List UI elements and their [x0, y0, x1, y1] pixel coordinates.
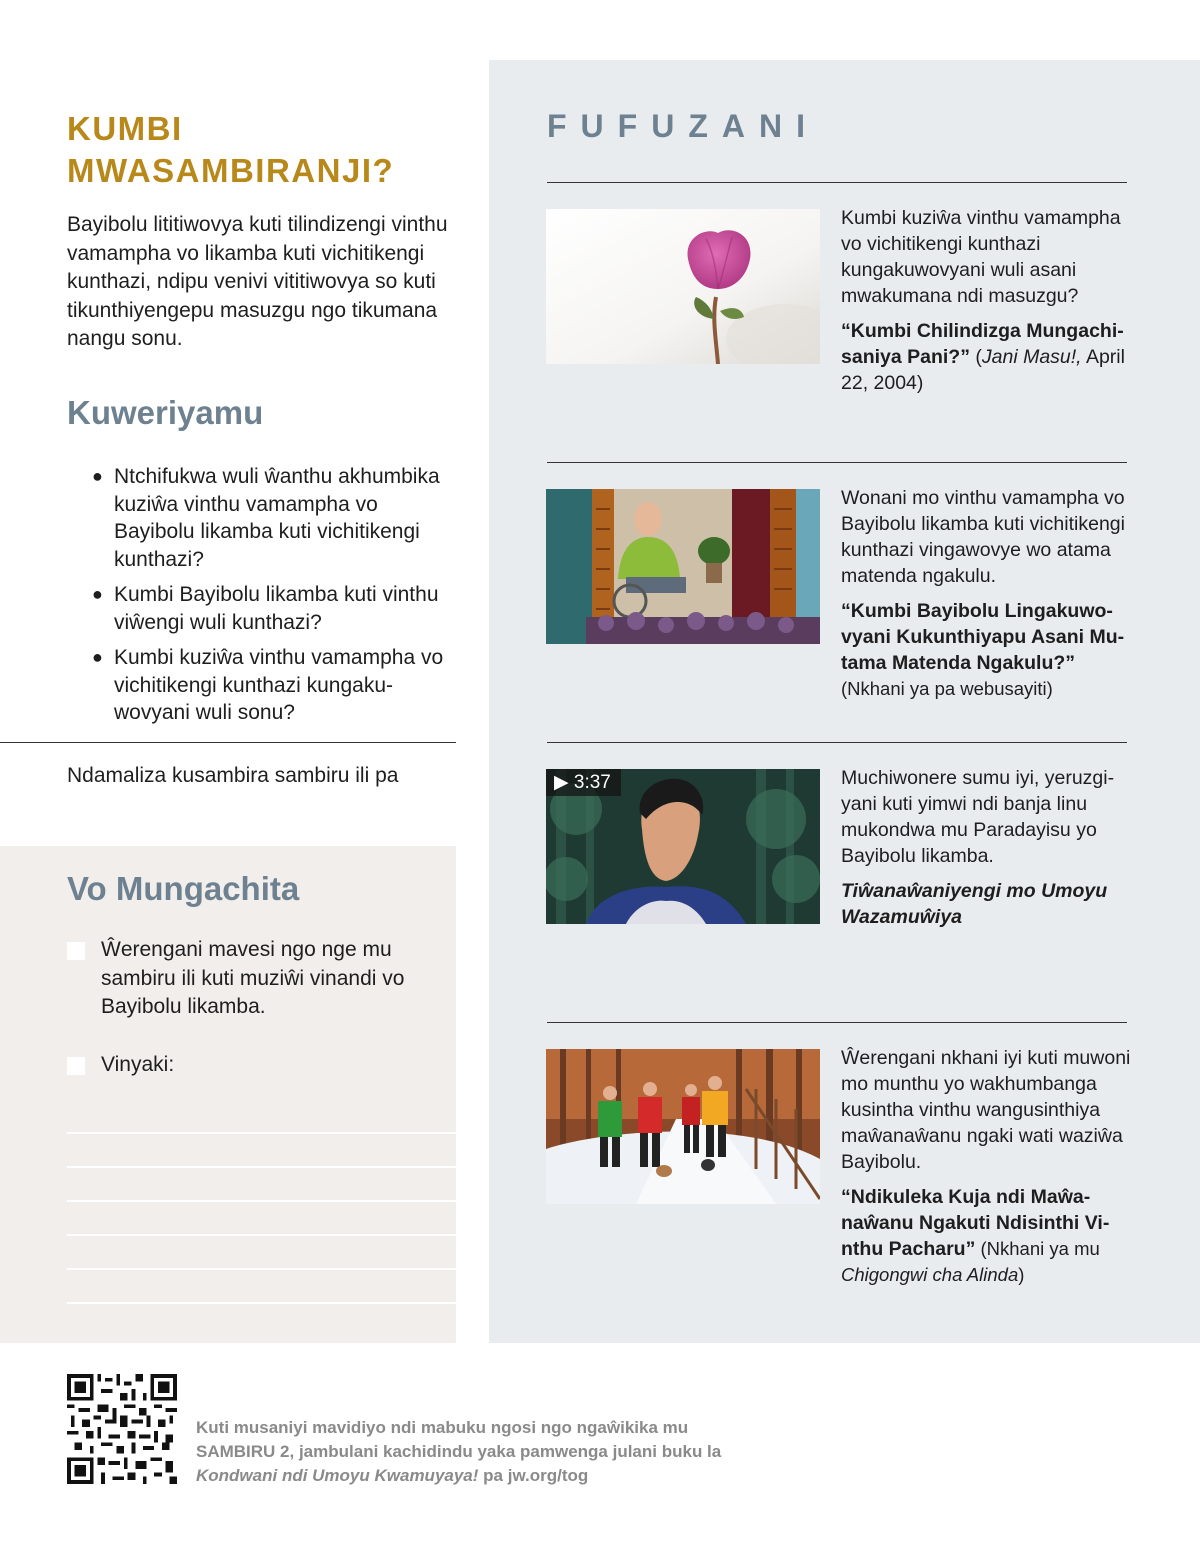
item-divider	[547, 1022, 1127, 1023]
review-heading: Kuweriyamu	[67, 394, 264, 431]
resource-description: Ŵerengani nkhani iyi kuti muwoni mo munthu yo wakhumbanga kusintha vinthu wangusinthiya maŵanaŵanu ngaki wati waziŵa Bayibolu.	[841, 1047, 1131, 1173]
resource-title[interactable]: Tiŵanaŵaniyengi mo Umoyu Wazamuŵiya	[841, 880, 1108, 928]
write-line[interactable]	[67, 1268, 456, 1270]
item-divider	[547, 462, 1127, 463]
completed-line: Ndamaliza kusambira sambiru ili pa	[67, 764, 399, 787]
write-line[interactable]	[67, 1132, 456, 1134]
resource-item	[841, 205, 1131, 396]
resource-item	[841, 1045, 1131, 1288]
bullet-icon: ●	[92, 647, 103, 667]
review-question: ● Kumbi Bayibolu likamba kuti vinthu viŵengi wuli kunthazi?	[92, 583, 439, 634]
resource-item	[841, 485, 1131, 702]
resource-reference[interactable]: “Kumbi Chilindizga Mungachisaniya Pani?” (Jani Masu!, April 22, 2004)	[841, 320, 1125, 394]
item-divider	[547, 742, 1127, 743]
item-divider	[547, 182, 1127, 183]
summary-title: KUMBI MWASAMBIRANJI?	[67, 110, 395, 189]
man-in-wheelchair-photo[interactable]	[546, 489, 820, 644]
resource-description: Muchiwonere sumu iyi, yeruzgiyani kuti yimwi ndi banja linu mukondwa mu Paradayisu yo Bayibolu likamba.	[841, 767, 1115, 867]
video-duration: ▶ 3:37	[546, 769, 621, 796]
resource-title[interactable]: “Kumbi Bayibolu Lingakuwovyani Kukunthiyapu Asani Mutama Matenda Ngakulu?”	[841, 600, 1125, 674]
resource-description: Kumbi kuziŵa vinthu vamampha vo vichitikengi kunthazi kungakuwovyani wuli asani mwakumana ndi masuzgu?	[841, 207, 1121, 307]
write-line[interactable]	[67, 1200, 456, 1202]
resource-reference[interactable]	[841, 598, 1131, 702]
bullet-icon: ●	[92, 466, 103, 486]
resource-description: Wonani mo vinthu vamampha vo Bayibolu likamba kuti vichitikengi kunthazi vingawovye wo atama matenda ngakulu.	[841, 487, 1125, 587]
resource-item	[841, 765, 1131, 930]
family-walking-in-snow-photo[interactable]	[546, 1049, 820, 1204]
checkbox[interactable]	[67, 1057, 85, 1075]
bullet-icon: ●	[92, 584, 103, 604]
pink-flower-photo[interactable]	[546, 209, 820, 364]
resource-title[interactable]: “Kumbi Chilindizga Mungachisaniya Pani?”	[841, 320, 1124, 368]
todo-item-label: Ŵerengani mavesi ngo nge mu sambiru ili kuti muziŵi vinandi vo Bayibolu likamba.	[101, 938, 405, 1018]
qr-code[interactable]	[67, 1374, 177, 1484]
resource-source: (Nkhani ya pa webusayiti)	[841, 678, 1053, 699]
todo-item-label: Vinyaki:	[101, 1053, 175, 1076]
write-line[interactable]	[67, 1302, 456, 1304]
section-divider	[0, 742, 456, 743]
write-line[interactable]	[67, 1166, 456, 1168]
write-line[interactable]	[67, 1234, 456, 1236]
review-question: ● Ntchifukwa wuli ŵanthu akhumbika kuziŵa vinthu vamampha vo Bayibolu likamba kuti vichitikengi kunthazi?	[92, 465, 440, 571]
checkbox[interactable]	[67, 942, 85, 960]
review-question: ● Kumbi kuziŵa vinthu vamampha vo vichitikengi kunthazi kungakuwovyani wuli sonu?	[92, 646, 444, 724]
resource-reference[interactable]	[841, 878, 1131, 930]
summary-text: Bayibolu lititiwovya kuti tilindizengi vinthu vamampha vo likamba kuti vichitikengi kunthazi, ndipu venivi vititiwovya so kuti tikunthiyengepu masuzgu ngo tikumana nangu sonu.	[67, 213, 448, 350]
book-title: Kondwani ndi Umoyu Kwamuyaya!	[196, 1466, 479, 1485]
explore-heading: FUFUZANI	[547, 108, 819, 144]
resource-source: Chigongwi cha Alinda	[841, 1264, 1019, 1285]
resource-reference[interactable]: “Ndikuleka Kuja ndi Maŵanaŵanu Ngakuti Ndisinthi Vinthu Pacharu” (Nkhani ya mu Chigongwi cha Alinda)	[841, 1186, 1110, 1285]
todo-heading: Vo Mungachita	[67, 870, 300, 907]
review-questions	[92, 463, 452, 735]
resource-title[interactable]: “Ndikuleka Kuja ndi Maŵanaŵanu Ngakuti Ndisinthi Vinthu Pacharu”	[841, 1186, 1110, 1260]
todo-item-read-verses[interactable]	[67, 936, 447, 1022]
resource-source: Jani Masu!,	[981, 346, 1082, 368]
todo-item-other[interactable]	[67, 1051, 447, 1080]
footer-note: Kuti musaniyi mavidiyo ndi mabuku ngosi ngo ngaŵikika mu SAMBIRU 2, jambulani kachidindu yaka pamwenga julani buku la Kondwani ndi Umoyu Kwamuyaya! pa jw.org/tog	[196, 1418, 722, 1485]
man-looking-up-video-thumbnail[interactable]	[546, 769, 820, 924]
